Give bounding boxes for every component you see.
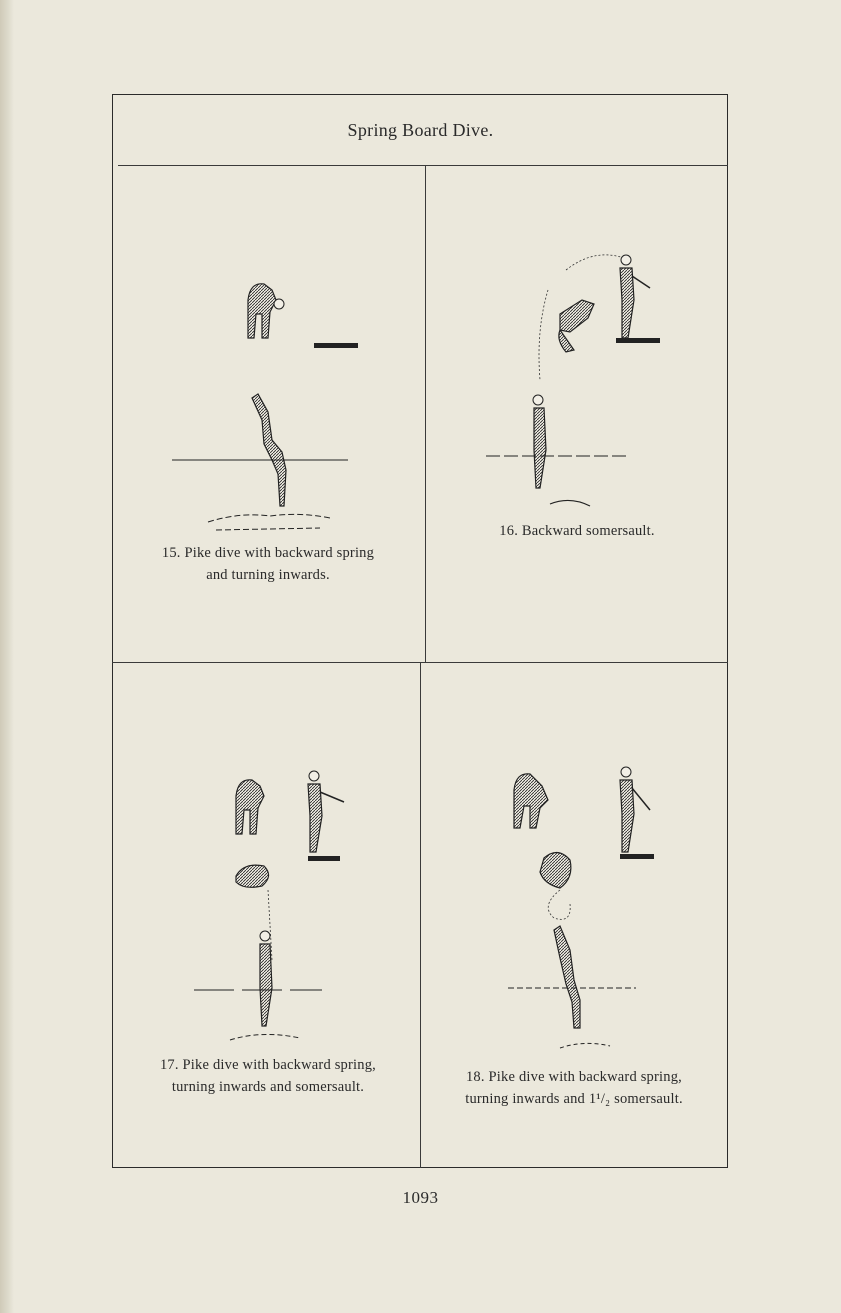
diver-figure-icon	[533, 395, 546, 488]
caption-18	[424, 1066, 724, 1110]
caption-15-line2: and turning inwards.	[206, 567, 330, 583]
plate-title: Spring Board Dive.	[347, 120, 494, 140]
diver-figure-icon	[540, 852, 571, 888]
caption-16	[432, 520, 722, 542]
panel-17-illustration	[194, 771, 344, 1040]
panel-15-illustration	[172, 284, 358, 530]
page-number: 1093	[402, 1188, 439, 1207]
diver-figure-icon	[236, 865, 269, 887]
diver-figure-icon	[248, 284, 284, 338]
caption-18-line2: turning inwards and 1¹/₂ somersault.	[465, 1091, 683, 1107]
springboard-icon	[620, 854, 654, 859]
diver-figure-icon	[252, 394, 286, 506]
diver-figure-icon	[260, 931, 272, 1026]
springboard-icon	[616, 338, 660, 343]
caption-15	[118, 542, 418, 586]
caption-18-line1: 18. Pike dive with backward spring,	[465, 1069, 682, 1085]
caption-15-line1: 15. Pike dive with backward spring	[161, 545, 375, 561]
springboard-icon	[314, 343, 358, 348]
diver-figure-icon	[620, 255, 650, 338]
diver-figure-icon	[514, 774, 548, 828]
caption-17	[118, 1054, 418, 1098]
panel-18-illustration	[508, 767, 654, 1048]
caption-17-line2: turning inwards and somersault.	[171, 1079, 365, 1095]
panel-16-illustration	[486, 255, 660, 506]
springboard-icon	[308, 856, 340, 861]
diver-figure-icon	[554, 926, 580, 1028]
diver-figure-icon	[236, 780, 264, 834]
caption-17-line1: 17. Pike dive with backward spring,	[159, 1057, 376, 1073]
diver-figure-icon	[559, 300, 594, 352]
caption-16-line1: 16. Backward somersault.	[499, 523, 655, 539]
diver-figure-icon	[308, 771, 344, 852]
diver-figure-icon	[620, 767, 650, 852]
